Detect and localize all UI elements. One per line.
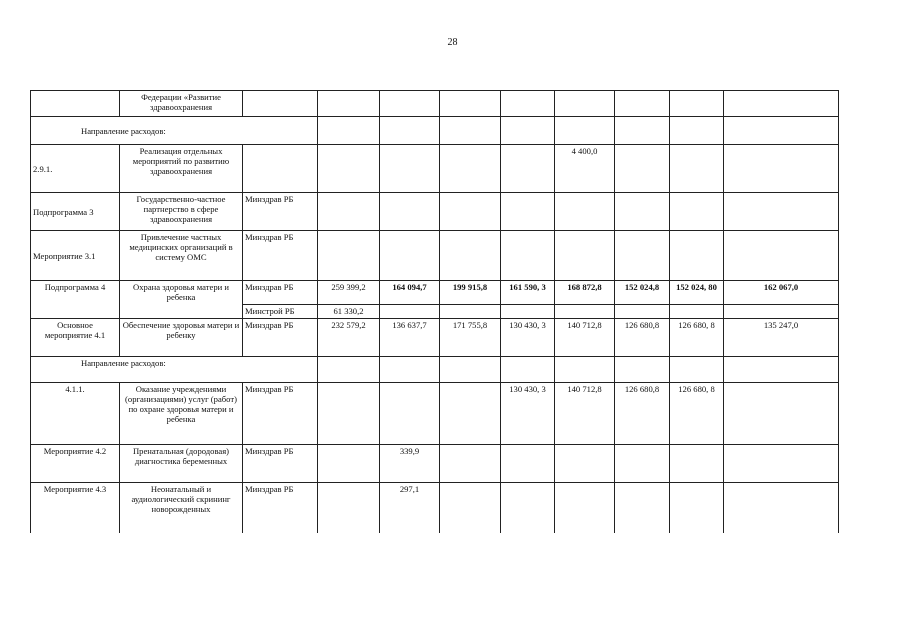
value-cell: 152 024,8: [615, 281, 670, 305]
section-row: [31, 117, 839, 145]
value-cell: [440, 231, 501, 281]
table-row: [31, 445, 839, 483]
executor-cell: Минздрав РБ: [243, 445, 318, 483]
value-cell: 171 755,8: [440, 319, 501, 357]
value-cell: 168 872,8: [555, 281, 615, 305]
executor-cell: Минздрав РБ: [243, 383, 318, 445]
value-cell: [380, 117, 440, 145]
value-cell: 136 637,7: [380, 319, 440, 357]
value-cell: [724, 145, 839, 193]
value-cell: [670, 305, 724, 319]
value-cell: [724, 117, 839, 145]
value-cell: [380, 305, 440, 319]
section-row: [31, 357, 839, 383]
table-row: [31, 483, 839, 533]
value-cell: [501, 193, 555, 231]
value-cell: [440, 193, 501, 231]
value-cell: 61 330,2: [318, 305, 380, 319]
value-cell: [670, 483, 724, 533]
value-cell: [501, 357, 555, 383]
code-cell: Подпрограмма 3: [31, 193, 120, 231]
value-cell: [724, 357, 839, 383]
value-cell: [615, 305, 670, 319]
table-row: [31, 91, 839, 117]
value-cell: [670, 357, 724, 383]
name-cell: Охрана здоровья матери и ребенка: [120, 281, 243, 319]
value-cell: [555, 305, 615, 319]
value-cell: [615, 445, 670, 483]
executor-cell: Минздрав РБ: [243, 483, 318, 533]
value-cell: 126 680, 8: [670, 383, 724, 445]
value-cell: [670, 231, 724, 281]
value-cell: 140 712,8: [555, 383, 615, 445]
value-cell: [555, 483, 615, 533]
value-cell: [380, 145, 440, 193]
value-cell: [318, 445, 380, 483]
value-cell: 161 590, 3: [501, 281, 555, 305]
table-row: [31, 231, 839, 281]
value-cell: [440, 91, 501, 117]
value-cell: 135 247,0: [724, 319, 839, 357]
value-cell: 259 399,2: [318, 281, 380, 305]
table-row: [31, 383, 839, 445]
value-cell: [555, 231, 615, 281]
value-cell: [555, 117, 615, 145]
value-cell: 126 680,8: [615, 319, 670, 357]
value-cell: 126 680, 8: [670, 319, 724, 357]
name-cell: Федерации «Развитие здравоохранения: [120, 91, 243, 117]
executor-cell: Минздрав РБ: [243, 319, 318, 357]
value-cell: [440, 117, 501, 145]
name-cell: Пренатальная (дородовая) диагностика беременных: [120, 445, 243, 483]
value-cell: 297,1: [380, 483, 440, 533]
table-row: [31, 281, 839, 305]
executor-cell: Минздрав РБ: [243, 193, 318, 231]
value-cell: 4 400,0: [555, 145, 615, 193]
value-cell: [501, 305, 555, 319]
table-row: [31, 145, 839, 193]
value-cell: [501, 117, 555, 145]
value-cell: [318, 117, 380, 145]
value-cell: 164 094,7: [380, 281, 440, 305]
code-cell: Подпрограмма 4: [31, 281, 120, 319]
value-cell: [380, 91, 440, 117]
table-row: [31, 193, 839, 231]
value-cell: [318, 193, 380, 231]
section-heading: Направление расходов:: [31, 357, 318, 383]
value-cell: [318, 91, 380, 117]
value-cell: [555, 357, 615, 383]
value-cell: [318, 231, 380, 281]
value-cell: 152 024, 80: [670, 281, 724, 305]
executor-cell: Минздрав РБ: [243, 281, 318, 305]
value-cell: [318, 383, 380, 445]
value-cell: 232 579,2: [318, 319, 380, 357]
value-cell: [440, 357, 501, 383]
value-cell: [380, 193, 440, 231]
code-cell: 4.1.1.: [31, 383, 120, 445]
value-cell: 126 680,8: [615, 383, 670, 445]
value-cell: [501, 483, 555, 533]
value-cell: [501, 145, 555, 193]
code-cell: Основное мероприятие 4.1: [31, 319, 120, 357]
value-cell: 199 915,8: [440, 281, 501, 305]
value-cell: [440, 445, 501, 483]
value-cell: [724, 483, 839, 533]
value-cell: 339,9: [380, 445, 440, 483]
value-cell: [615, 193, 670, 231]
name-cell: Неонатальный и аудиологический скрининг новорожденных: [120, 483, 243, 533]
value-cell: [501, 445, 555, 483]
executor-cell: [243, 91, 318, 117]
value-cell: [440, 145, 501, 193]
name-cell: Государственно-частное партнерство в сфере здравоохранения: [120, 193, 243, 231]
value-cell: [724, 91, 839, 117]
executor-cell: [243, 145, 318, 193]
name-cell: Привлечение частных медицинских организаций в систему ОМС: [120, 231, 243, 281]
code-cell: Мероприятие 4.2: [31, 445, 120, 483]
value-cell: 162 067,0: [724, 281, 839, 305]
value-cell: 140 712,8: [555, 319, 615, 357]
name-cell: Реализация отдельных мероприятий по развитию здравоохранения: [120, 145, 243, 193]
value-cell: [440, 483, 501, 533]
value-cell: [615, 483, 670, 533]
name-cell: Обеспечение здоровья матери и ребенку: [120, 319, 243, 357]
value-cell: [440, 383, 501, 445]
value-cell: [318, 483, 380, 533]
value-cell: [670, 117, 724, 145]
section-heading: Направление расходов:: [31, 117, 318, 145]
page-number: 28: [447, 37, 458, 48]
code-cell: 2.9.1.: [31, 145, 120, 193]
value-cell: [615, 117, 670, 145]
value-cell: [724, 305, 839, 319]
value-cell: [615, 145, 670, 193]
value-cell: [670, 145, 724, 193]
executor-cell: Минстрой РБ: [243, 305, 318, 319]
name-cell: Оказание учреждениями (организациями) услуг (работ) по охране здоровья матери и ребенка: [120, 383, 243, 445]
value-cell: [555, 91, 615, 117]
value-cell: [380, 383, 440, 445]
value-cell: [380, 231, 440, 281]
value-cell: [501, 91, 555, 117]
value-cell: [724, 193, 839, 231]
value-cell: [380, 357, 440, 383]
value-cell: [440, 305, 501, 319]
value-cell: [724, 231, 839, 281]
value-cell: [555, 193, 615, 231]
value-cell: [724, 445, 839, 483]
code-cell: Мероприятие 4.3: [31, 483, 120, 533]
value-cell: [615, 231, 670, 281]
value-cell: [724, 383, 839, 445]
value-cell: 130 430, 3: [501, 383, 555, 445]
code-cell: Мероприятие 3.1: [31, 231, 120, 281]
value-cell: [555, 445, 615, 483]
value-cell: [670, 91, 724, 117]
value-cell: [318, 145, 380, 193]
table-row: [31, 319, 839, 357]
value-cell: [670, 445, 724, 483]
executor-cell: Минздрав РБ: [243, 231, 318, 281]
value-cell: 130 430, 3: [501, 319, 555, 357]
budget-table: [30, 90, 839, 533]
code-cell: [31, 91, 120, 117]
value-cell: [615, 357, 670, 383]
value-cell: [318, 357, 380, 383]
value-cell: [501, 231, 555, 281]
value-cell: [615, 91, 670, 117]
value-cell: [670, 193, 724, 231]
